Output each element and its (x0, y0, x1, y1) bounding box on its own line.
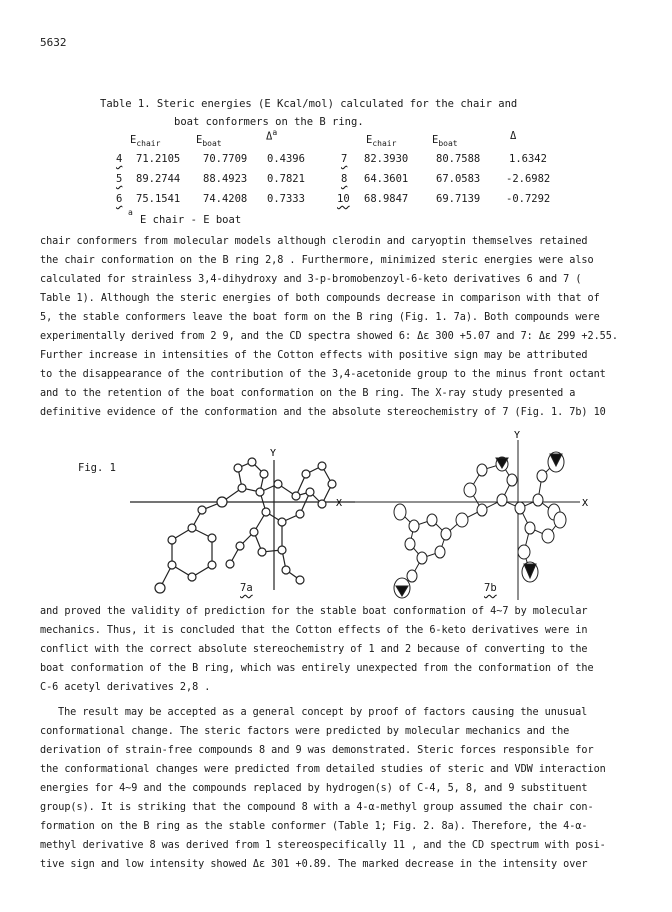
atom (394, 504, 406, 520)
text-line: Table 1). Although the steric energies of both compounds decrease in comparison with that of (40, 293, 600, 304)
atom (464, 483, 476, 497)
table-cell: 67.0583 (436, 173, 481, 185)
model-7b (355, 440, 580, 600)
x-axis-label-right: X (582, 498, 589, 509)
bond-line (192, 484, 310, 528)
atom (217, 497, 227, 507)
atom (282, 566, 290, 574)
table-cell: 69.7139 (436, 193, 481, 205)
atom (208, 561, 216, 569)
atom (435, 546, 445, 558)
header-symbol: E (130, 134, 137, 146)
y-axis-label-left: Y (270, 448, 277, 459)
atom (497, 494, 507, 506)
text-line: conformational change. The steric factors were predicted by molecular mechanics and the (40, 726, 570, 737)
header-sub: chair (136, 139, 161, 149)
atom (554, 512, 566, 528)
text-line: Further increase in intensities of the Cotton effects with positive sign may be attributed (40, 350, 588, 361)
bond-line (296, 466, 332, 504)
atom (441, 528, 451, 540)
atom (292, 492, 300, 500)
header-sub: boat (438, 139, 458, 149)
atom (537, 470, 547, 482)
atom (477, 464, 487, 476)
atom (208, 534, 216, 542)
atom (238, 484, 246, 492)
atom (328, 480, 336, 488)
atom (542, 529, 554, 543)
atom (188, 524, 196, 532)
compound-number: 4 (116, 153, 123, 165)
header-e-boat-2 (432, 134, 458, 148)
text-line: 5, the stable conformers leave the boat form on the B ring (Fig. 1. 7a). Both compounds were (40, 312, 600, 323)
table-cell: 82.3930 (364, 153, 409, 165)
header-symbol: E (366, 134, 373, 146)
atom (188, 573, 196, 581)
header-sub: chair (372, 139, 397, 149)
text-line: and to the retention of the boat conformation on the B ring. The X-ray study presented a (40, 388, 576, 399)
atom (409, 520, 419, 532)
page-number: 5632 (40, 36, 67, 49)
table-cell: 68.9847 (364, 193, 409, 205)
atom (278, 518, 286, 526)
table-caption-line1: Table 1. Steric energies (E Kcal/mol) calculated for the chair and (100, 98, 518, 110)
atom (318, 462, 326, 470)
table-cell: 75.1541 (136, 193, 181, 205)
atom (250, 528, 258, 536)
header-e-boat-1 (196, 134, 222, 148)
table-cell: 0.7821 (267, 173, 305, 185)
atom (296, 510, 304, 518)
figure-1-molecular-structures (110, 430, 610, 610)
text-line: chair conformers from molecular models although clerodin and caryoptin themselves retained (40, 236, 588, 247)
table-cell: 1.6342 (509, 153, 547, 165)
text-line: C-6 acetyl derivatives 2,8 . (40, 682, 211, 693)
compound-number: 6 (116, 193, 123, 205)
table-cell: 0.4396 (267, 153, 305, 165)
atom (248, 458, 256, 466)
atom (477, 504, 487, 516)
table-cell: 88.4923 (203, 173, 248, 185)
x-axis-label-left: X (336, 498, 343, 509)
atom (168, 536, 176, 544)
text-line: energies for 4~9 and the compounds replaced by hydrogen(s) of C-4, 5, 8, and 9 substituent (40, 783, 588, 794)
atom (226, 560, 234, 568)
atom (507, 474, 517, 486)
text-line: experimentally derived from 2 9, and the CD spectra showed 6: Δε 300 +5.07 and 7: Δε 299 +2.55. (40, 331, 618, 342)
table-cell: 74.4208 (203, 193, 248, 205)
table-footnote: E chair - E boat (140, 214, 242, 226)
compound-number: 7 (341, 153, 348, 165)
text-line: mechanics. Thus, it is concluded that the Cotton effects of the 6-keto derivatives were in (40, 625, 588, 636)
compound-number: 10 (337, 193, 350, 205)
atom (318, 500, 326, 508)
text-line: tive sign and low intensity showed Δε 301 +0.89. The marked decrease in the intensity over (40, 859, 588, 870)
header-delta-1 (266, 128, 277, 143)
text-line: boat conformation of the B ring, which was entirely unexpected from the conformation of the (40, 663, 594, 674)
atom (417, 552, 427, 564)
table-cell: 80.7588 (436, 153, 481, 165)
header-symbol: Δ (266, 130, 273, 143)
compound-number: 8 (341, 173, 348, 185)
table-cell: 71.2105 (136, 153, 181, 165)
atom (407, 570, 417, 582)
compound-number: 5 (116, 173, 123, 185)
atom (236, 542, 244, 550)
header-symbol: E (432, 134, 439, 146)
atom (274, 480, 282, 488)
text-line: methyl derivative 8 was derived from 1 stereospecifically 11 , and the CD spectrum with posi- (40, 840, 606, 851)
atom (518, 545, 530, 559)
header-sub: boat (202, 139, 222, 149)
header-symbol: Δ (510, 130, 517, 142)
table-cell: -2.6982 (506, 173, 551, 185)
atom (278, 546, 286, 554)
atom (533, 494, 543, 506)
table-cell: 70.7709 (203, 153, 248, 165)
text-line: The result may be accepted as a general concept by proof of factors causing the unusual (58, 707, 588, 718)
table-caption-line2: boat conformers on the B ring. (174, 116, 364, 128)
atom (262, 508, 270, 516)
model-7a (130, 458, 355, 593)
bond-line (160, 528, 212, 588)
atom (456, 513, 468, 527)
figure-caption-7a: 7a (240, 582, 253, 594)
atom (296, 576, 304, 584)
header-e-chair-2 (366, 134, 396, 148)
atom (405, 538, 415, 550)
text-line: formation on the B ring as the stable conformer (Table 1; Fig. 2. 8a). Therefore, the 4-α- (40, 821, 588, 832)
atom (515, 502, 525, 514)
text-line: to the disappearance of the contribution of the 3,4-acetonide group to the minus front octant (40, 369, 606, 380)
table-cell: 0.7333 (267, 193, 305, 205)
bond-line (282, 550, 300, 580)
atom (260, 470, 268, 478)
text-line: the chair conformation on the B ring 2,8 . Furthermore, minimized steric energies were also (40, 255, 594, 266)
table-cell: 89.2744 (136, 173, 181, 185)
table-cell: -0.7292 (506, 193, 551, 205)
atom (427, 514, 437, 526)
header-symbol: E (196, 134, 203, 146)
text-line: the conformational changes were predicted from detailed studies of steric and VDW interaction (40, 764, 606, 775)
y-axis-label-right: Y (514, 430, 521, 441)
atom (302, 470, 310, 478)
text-line: derivation of strain-free compounds 8 and 9 was demonstrated. Steric forces responsible for (40, 745, 594, 756)
atom (198, 506, 206, 514)
header-e-chair-1 (130, 134, 160, 148)
figure-label: Fig. 1 (78, 462, 116, 474)
atom (155, 583, 165, 593)
atom (168, 561, 176, 569)
table-cell: 64.3601 (364, 173, 409, 185)
atom (258, 548, 266, 556)
text-line: definitive evidence of the conformation and the absolute stereochemistry of 7 (Fig. 1. 7b) 10 (40, 407, 606, 418)
header-sup: a (272, 128, 278, 137)
text-line: and proved the validity of prediction for the stable boat conformation of 4~7 by molecular (40, 606, 588, 617)
text-line: conflict with the correct absolute stereochemistry of 1 and 2 because of converting to the (40, 644, 588, 655)
atom (525, 522, 535, 534)
figure-caption-7b: 7b (484, 582, 497, 594)
atom (306, 488, 314, 496)
text-line: group(s). It is striking that the compound 8 with a 4-α-methyl group assumed the chair con- (40, 802, 594, 813)
text-line: calculated for strainless 3,4-dihydroxy and 3-p-bromobenzoyl-6-keto derivatives 6 and 7 ( (40, 274, 582, 285)
header-delta-2 (510, 130, 516, 142)
atom (234, 464, 242, 472)
atom (256, 488, 264, 496)
table-footnote-mark: a (128, 208, 133, 217)
